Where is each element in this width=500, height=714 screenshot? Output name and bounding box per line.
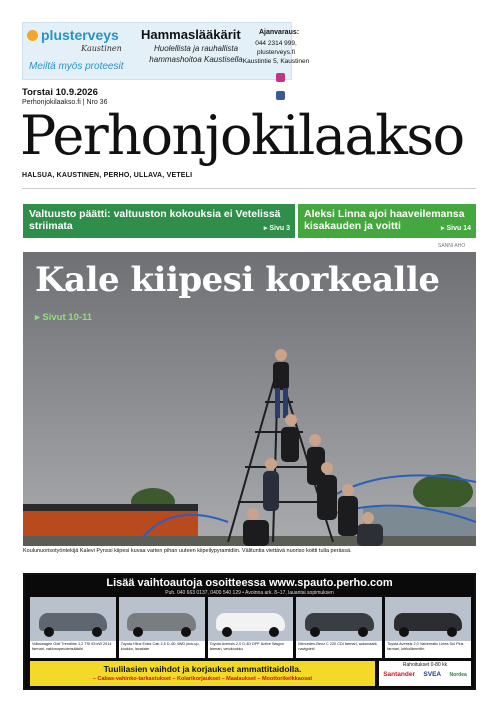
teaser-page: ▸ Sivu 14 xyxy=(441,225,471,232)
car-photo xyxy=(296,597,382,641)
teaser-page: ▸ Sivu 3 xyxy=(263,225,290,232)
finance-logos xyxy=(379,671,471,678)
ad-headline: Lisää vaihtoautoja osoitteessa www.spauto.perho.com xyxy=(106,577,393,589)
teaser-text: Aleksi Linna ajoi haaveilemansa kisakauden ja voitti xyxy=(304,208,465,232)
teaser-text: Valtuusto päätti: valtuuston kokouksia ei Vetelissä striimata xyxy=(29,208,281,232)
ad-slogan: Meiltä myös proteesit xyxy=(29,61,124,72)
newspaper-title: Perhonjokilaakso xyxy=(20,104,464,167)
lead-photo[interactable] xyxy=(23,252,476,546)
car-description: Toyota Avensis 2,0 D-4D DPF Active Wagon farmari, vetokoukku xyxy=(208,641,294,658)
svea-logo: SVEA xyxy=(423,671,442,678)
car-photos xyxy=(30,597,471,641)
plusterveys-logo: plusterveys xyxy=(27,27,119,43)
lead-headline: Kale kiipesi korkealle xyxy=(35,260,440,300)
car-description: Toyota Hilux Extra Cab 2,5 D-4D 4WD pick-up, koukku, lavakate xyxy=(119,641,205,658)
car-description: Mercedes-Benz C 220 CDI farmari, automaatti, navigointi xyxy=(296,641,382,658)
car-photo xyxy=(119,597,205,641)
car-photo xyxy=(208,597,294,641)
ad-town: Kaustinen xyxy=(81,44,122,53)
ad-contact: Puh. 040 663 0137, 0400 540 129 • Avoinna ark. 8–17, lauantai sopimuksen xyxy=(165,590,334,596)
car-description: Toyota Avensis 2,0 Valvematic Linea Sol Plus farmari, lohkolämmitin xyxy=(385,641,471,658)
car-description: Volkswagen Golf Trendline 1,2 TSI 63 kW 2014 farmari, vakionopeudensäädin xyxy=(30,641,116,658)
finance-box xyxy=(379,661,471,686)
car-photo xyxy=(30,597,116,641)
teaser-racing[interactable] xyxy=(298,204,476,238)
divider xyxy=(22,188,476,189)
top-ad[interactable] xyxy=(22,22,310,80)
photo-caption: Koulunuorisotyöntekijä Kalevi Pynssi kiipesi kuvaa varten pihan uuteen kiipeilypyramidiin. Välituntia viettävä nuoriso koitti tulla perässä. xyxy=(23,548,352,554)
social-icons xyxy=(276,69,291,105)
teaser-council[interactable] xyxy=(23,204,295,238)
service-slogan: Tuulilasien vaihdot ja korjaukset ammattitaidolla. xyxy=(103,664,302,674)
issue-date: Torstai 10.9.2026 xyxy=(22,87,98,98)
car-photo xyxy=(385,597,471,641)
instagram-icon[interactable] xyxy=(276,73,285,82)
booking-heading: Ajanvaraus: xyxy=(259,29,300,36)
issue-subline: Perhonjokilaakso.fi | Nro 36 xyxy=(22,99,108,106)
finance-text: Rahoitukset 0-80 kk xyxy=(402,662,448,668)
service-list: – Cabas-vahinko-tarkastukset – Kolarikorjaukset – Maalaukset – Moottorikelkkaosat xyxy=(92,676,313,682)
ad-title: Hammaslääkärit xyxy=(141,27,241,42)
service-banner xyxy=(30,661,375,686)
booking-info: 044 2314 999, plusterveys.fi Kaustintie 5, Kaustinen xyxy=(242,40,310,65)
car-dealer-ad[interactable] xyxy=(23,573,476,690)
photo-credit: SANNI AHO xyxy=(438,243,466,249)
santander-logo: Santander xyxy=(383,671,415,678)
facebook-icon[interactable] xyxy=(276,91,285,100)
ad-description: Huolellista ja rauhallista hammashoitoa Kaustisella xyxy=(149,44,243,64)
lead-pages: ▸ Sivut 10-11 xyxy=(35,312,93,323)
coverage-areas: HALSUA, KAUSTINEN, PERHO, ULLAVA, VETELI xyxy=(22,172,193,179)
car-descriptions xyxy=(30,641,471,658)
nordea-logo: Nordea xyxy=(449,671,467,678)
